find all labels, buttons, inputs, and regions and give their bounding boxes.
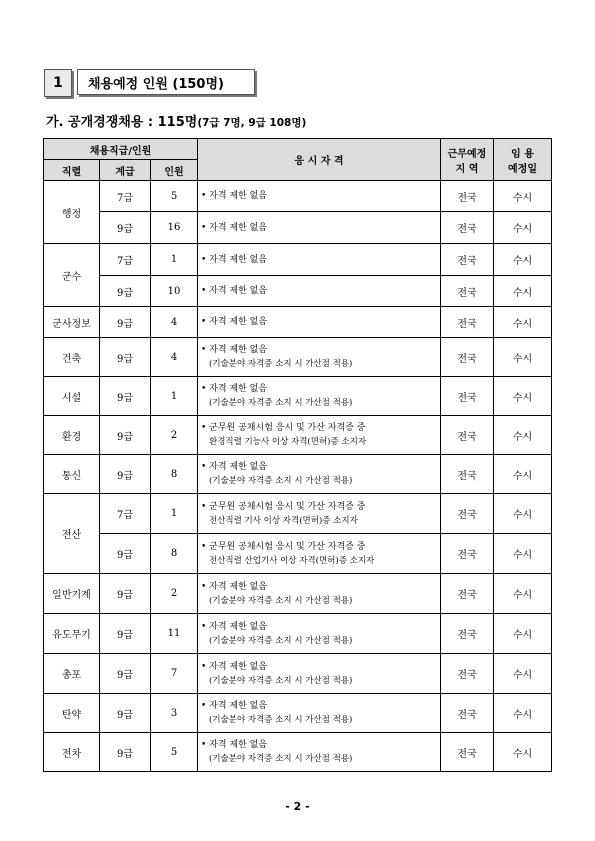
cell-requirement [198, 244, 441, 276]
cell-requirement [198, 338, 441, 377]
cell-requirement [198, 534, 441, 574]
cell-region: 전국 [441, 694, 494, 733]
cell-date: 수시 [494, 416, 552, 455]
cell-job: 행정 [44, 181, 100, 244]
cell-grade: 9급 [100, 574, 151, 614]
header-job: 직렬 [44, 160, 100, 181]
section-heading [44, 69, 258, 97]
table-row [44, 377, 552, 416]
requirement-text: • 자격 제한 없음 [201, 191, 267, 201]
header-region: 근무예정 지 역 [441, 139, 494, 181]
requirement-text: • 자격 제한 없음 [201, 740, 267, 750]
requirement-note: (기술분야 자격증 소지 시 가산점 적용) [209, 476, 353, 486]
cell-grade: 9급 [100, 416, 151, 455]
cell-grade: 7급 [100, 494, 151, 534]
cell-region: 전국 [441, 377, 494, 416]
cell-count: 3 [151, 694, 198, 733]
subsection-title [46, 111, 306, 130]
cell-count: 5 [151, 733, 198, 772]
cell-count: 11 [151, 614, 198, 654]
cell-grade: 7급 [100, 181, 151, 212]
cell-job: 건축 [44, 338, 100, 377]
requirement-text: • 군무원 공채시험 응시 및 가산 자격증 중 [201, 542, 365, 552]
cell-date: 수시 [494, 338, 552, 377]
cell-requirement [198, 654, 441, 694]
cell-job: 군수 [44, 244, 100, 307]
header-grade: 계급 [100, 160, 151, 181]
subsection-detail: (7급 7명, 9급 108명) [197, 117, 307, 129]
cell-date: 수시 [494, 494, 552, 534]
cell-requirement [198, 574, 441, 614]
requirement-text: • 자격 제한 없음 [201, 384, 267, 394]
cell-job: 탄약 [44, 694, 100, 733]
cell-date: 수시 [494, 733, 552, 772]
cell-requirement [198, 733, 441, 772]
cell-grade: 9급 [100, 534, 151, 574]
table-row [44, 212, 552, 244]
cell-job: 환경 [44, 416, 100, 455]
cell-grade: 9급 [100, 338, 151, 377]
table-row [44, 574, 552, 614]
requirement-text: • 군무원 공채시험 응시 및 가산 자격증 중 [201, 502, 365, 512]
table-row [44, 455, 552, 494]
cell-job: 전산 [44, 494, 100, 574]
table-row [44, 614, 552, 654]
cell-job: 시설 [44, 377, 100, 416]
cell-count: 10 [151, 276, 198, 307]
requirement-text: • 자격 제한 없음 [201, 255, 267, 265]
cell-grade: 9급 [100, 212, 151, 244]
table-row [44, 244, 552, 276]
cell-date: 수시 [494, 654, 552, 694]
cell-grade: 9급 [100, 307, 151, 338]
cell-count: 8 [151, 455, 198, 494]
cell-region: 전국 [441, 534, 494, 574]
cell-requirement [198, 181, 441, 212]
cell-count: 4 [151, 338, 198, 377]
cell-region: 전국 [441, 614, 494, 654]
cell-date: 수시 [494, 212, 552, 244]
table-row [44, 654, 552, 694]
header-date: 임 용 예정일 [494, 139, 552, 181]
cell-region: 전국 [441, 574, 494, 614]
header-count: 인원 [151, 160, 198, 181]
requirement-note: (기술분야 자격증 소지 시 가산점 적용) [209, 675, 353, 686]
requirement-note: (기술분야 자격증 소지 시 가산점 적용) [209, 715, 353, 725]
requirement-note: 전산직렬 산업기사 이상 자격(면허)증 소지자 [209, 555, 375, 566]
cell-grade: 9급 [100, 694, 151, 733]
cell-date: 수시 [494, 244, 552, 276]
cell-requirement [198, 276, 441, 307]
table-row [44, 494, 552, 534]
requirement-text: • 군무원 공채시험 응시 및 가산 자격증 중 [201, 423, 365, 433]
requirement-text: • 자격 제한 없음 [201, 622, 267, 632]
cell-grade: 9급 [100, 614, 151, 654]
section-number: 1 [44, 69, 72, 97]
requirement-text: • 자격 제한 없음 [201, 345, 267, 355]
cell-count: 8 [151, 534, 198, 574]
requirement-note: (기술분야 자격증 소지 시 가산점 적용) [209, 754, 353, 764]
cell-count: 2 [151, 416, 198, 455]
cell-requirement [198, 694, 441, 733]
cell-region: 전국 [441, 181, 494, 212]
cell-region: 전국 [441, 733, 494, 772]
cell-count: 16 [151, 212, 198, 244]
cell-grade: 9급 [100, 654, 151, 694]
cell-requirement [198, 212, 441, 244]
cell-grade: 7급 [100, 244, 151, 276]
table-row [44, 307, 552, 338]
requirement-note: 전산직렬 기사 이상 자격(면허)증 소지자 [209, 515, 358, 526]
cell-region: 전국 [441, 338, 494, 377]
cell-date: 수시 [494, 377, 552, 416]
page-number: - 2 - [285, 800, 310, 813]
header-group: 채용직급/인원 [44, 139, 198, 160]
cell-date: 수시 [494, 276, 552, 307]
subsection-main: 가. 공개경쟁채용 : 115명 [46, 115, 198, 130]
cell-job: 통신 [44, 455, 100, 494]
cell-requirement [198, 416, 441, 455]
cell-region: 전국 [441, 244, 494, 276]
cell-date: 수시 [494, 455, 552, 494]
requirement-note: (기술분야 자격증 소지 시 가산점 적용) [209, 398, 353, 408]
cell-region: 전국 [441, 276, 494, 307]
cell-region: 전국 [441, 212, 494, 244]
cell-region: 전국 [441, 455, 494, 494]
table-row [44, 416, 552, 455]
requirement-note: (기술분야 자격증 소지 시 가산점 적용) [209, 635, 353, 646]
table-row [44, 694, 552, 733]
requirement-text: • 자격 제한 없음 [201, 582, 267, 592]
cell-count: 7 [151, 654, 198, 694]
cell-grade: 9급 [100, 455, 151, 494]
cell-job: 전차 [44, 733, 100, 772]
cell-count: 1 [151, 377, 198, 416]
section-title: 채용예정 인원 (150명) [77, 69, 255, 95]
cell-date: 수시 [494, 534, 552, 574]
cell-requirement [198, 307, 441, 338]
cell-region: 전국 [441, 416, 494, 455]
cell-job: 일반기계 [44, 574, 100, 614]
cell-region: 전국 [441, 654, 494, 694]
table-row [44, 276, 552, 307]
requirement-text: • 자격 제한 없음 [201, 286, 267, 296]
recruitment-table [43, 138, 552, 772]
requirement-text: • 자격 제한 없음 [201, 462, 267, 472]
cell-grade: 9급 [100, 733, 151, 772]
table-row [44, 733, 552, 772]
table-row [44, 534, 552, 574]
cell-date: 수시 [494, 694, 552, 733]
cell-job: 군사정보 [44, 307, 100, 338]
cell-grade: 9급 [100, 377, 151, 416]
requirement-text: • 자격 제한 없음 [201, 317, 267, 327]
cell-requirement [198, 614, 441, 654]
cell-requirement [198, 455, 441, 494]
cell-count: 1 [151, 494, 198, 534]
cell-region: 전국 [441, 494, 494, 534]
cell-count: 2 [151, 574, 198, 614]
cell-job: 유도무기 [44, 614, 100, 654]
cell-count: 1 [151, 244, 198, 276]
cell-grade: 9급 [100, 276, 151, 307]
cell-date: 수시 [494, 614, 552, 654]
cell-requirement [198, 494, 441, 534]
header-requirement: 응 시 자 격 [198, 139, 441, 181]
requirement-text: • 자격 제한 없음 [201, 223, 267, 233]
requirement-note: 환경직렬 기능사 이상 자격(면허)증 소지자 [209, 437, 367, 447]
cell-date: 수시 [494, 181, 552, 212]
cell-date: 수시 [494, 307, 552, 338]
requirement-note: (기술분야 자격증 소지 시 가산점 적용) [209, 595, 353, 606]
requirement-text: • 자격 제한 없음 [201, 701, 267, 711]
cell-count: 5 [151, 181, 198, 212]
requirement-text: • 자격 제한 없음 [201, 662, 267, 672]
requirement-note: (기술분야 자격증 소지 시 가산점 적용) [209, 359, 353, 369]
cell-job: 총포 [44, 654, 100, 694]
cell-count: 4 [151, 307, 198, 338]
cell-date: 수시 [494, 574, 552, 614]
cell-region: 전국 [441, 307, 494, 338]
table-row [44, 338, 552, 377]
table-row [44, 181, 552, 212]
cell-requirement [198, 377, 441, 416]
